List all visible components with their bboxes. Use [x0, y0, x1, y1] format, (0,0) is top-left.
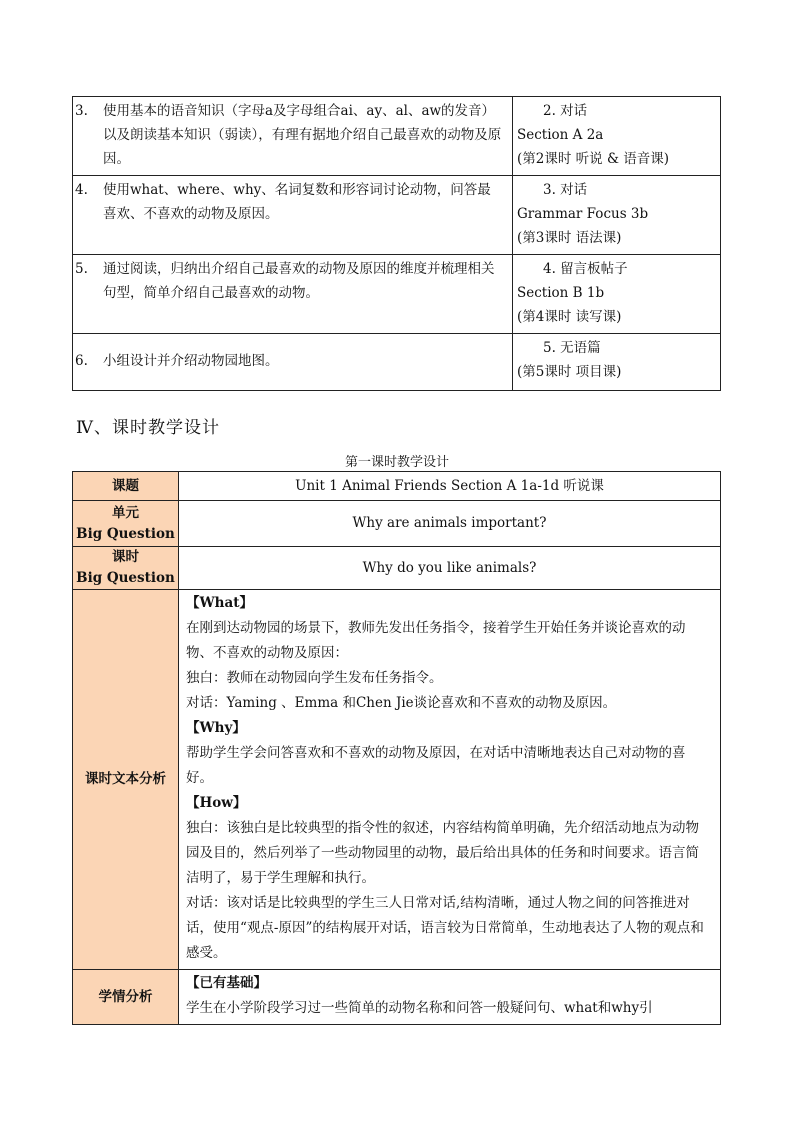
analysis-label: 课时文本分析 — [73, 590, 179, 970]
table-row — [73, 176, 721, 255]
what-paragraph: 独白：教师在动物园向学生发布任务指令。 — [186, 670, 443, 686]
objective-text: 使用what、where、why、名词复数和形容词讨论动物，问答最喜欢、不喜欢的动物及原因。 — [103, 182, 491, 222]
lesson-type: (第3课时 语法课) — [517, 230, 622, 246]
table-row — [73, 501, 721, 547]
lesson-title: 2. 对话 — [543, 103, 588, 119]
why-paragraph: 帮助学生学会问答喜欢和不喜欢的动物及原因，在对话中清晰地表达自己对动物的喜好。 — [186, 745, 686, 786]
basis-paragraph: 学生在小学阶段学习过一些简单的动物名称和问答一般疑问句、what和why引 — [186, 1000, 653, 1016]
learner-analysis-label: 学情分析 — [73, 970, 179, 1025]
what-heading: 【What】 — [186, 595, 253, 611]
how-paragraph: 对话：该对话是比较典型的学生三人日常对话,结构清晰，通过人物之间的问答推进对话，使用“观点-原因”的结构展开对话，语言较为日常简单，生动地表达了人物的观点和感受。 — [186, 895, 704, 961]
lesson-title: 5. 无语篇 — [543, 340, 601, 356]
unit-bq-label: 单元 Big Question — [73, 501, 179, 547]
what-paragraph: 在刚到达动物园的场景下，教师先发出任务指令，接着学生开始任务并谈论喜欢的动物、不喜欢的动物及原因： — [186, 620, 686, 661]
lesson-section: Section A 2a — [517, 127, 604, 143]
table-row — [73, 255, 721, 334]
unit-bq-value: Why are animals important? — [179, 501, 721, 547]
how-heading: 【How】 — [186, 795, 247, 811]
what-paragraph: 对话：Yaming 、Emma 和Chen Jie谈论喜欢和不喜欢的动物及原因。 — [186, 695, 617, 711]
section-heading: Ⅳ、课时教学设计 — [76, 418, 220, 438]
how-paragraph: 独白：该独白是比较典型的指令性的叙述，内容结构简单明确，先介绍活动地点为动物园及目的，然后列举了一些动物园里的动物，最后给出具体的任务和时间要求。语言简洁明了，易于学生理解和执行。 — [186, 820, 699, 886]
objective-number: 4. — [75, 182, 88, 198]
objective-text: 通过阅读，归纳出介绍自己最喜欢的动物及原因的维度并梳理相关句型，简单介绍自己最喜欢的动物。 — [103, 261, 495, 301]
lesson-type: (第5课时 项目课) — [517, 364, 622, 380]
table-row — [73, 334, 721, 391]
lesson-design-table — [72, 471, 721, 1025]
topic-value: Unit 1 Animal Friends Section A 1a-1d 听说课 — [179, 472, 721, 501]
lesson-bq-label: 课时 Big Question — [73, 547, 179, 590]
why-heading: 【Why】 — [186, 720, 246, 736]
table-caption: 第一课时教学设计 — [344, 455, 449, 470]
lesson-title: 4. 留言板帖子 — [543, 261, 628, 277]
table-row — [73, 472, 721, 501]
table-row — [73, 547, 721, 590]
lesson-section: Section B 1b — [517, 285, 605, 301]
text-analysis — [179, 590, 721, 970]
lesson-type: (第4课时 读写课) — [517, 309, 622, 325]
objective-number: 5. — [75, 261, 88, 277]
learner-analysis — [179, 970, 721, 1025]
lesson-section: Grammar Focus 3b — [517, 206, 649, 222]
basis-heading: 【已有基础】 — [186, 975, 267, 991]
lesson-type: (第2课时 听说 & 语音课) — [517, 151, 670, 167]
lesson-title: 3. 对话 — [543, 182, 588, 198]
table-row — [73, 970, 721, 1025]
table-row — [73, 590, 721, 970]
objective-text: 小组设计并介绍动物园地图。 — [103, 353, 279, 369]
lesson-bq-value: Why do you like animals? — [179, 547, 721, 590]
table-row — [73, 97, 721, 176]
objectives-table — [72, 96, 721, 391]
topic-label: 课题 — [73, 472, 179, 501]
objective-number: 6. — [75, 353, 88, 369]
objective-text: 使用基本的语音知识（字母a及字母组合ai、ay、al、aw的发音）以及朗读基本知识（弱读），有理有据地介绍自己最喜欢的动物及原因。 — [103, 103, 502, 167]
objective-number: 3. — [75, 103, 88, 119]
